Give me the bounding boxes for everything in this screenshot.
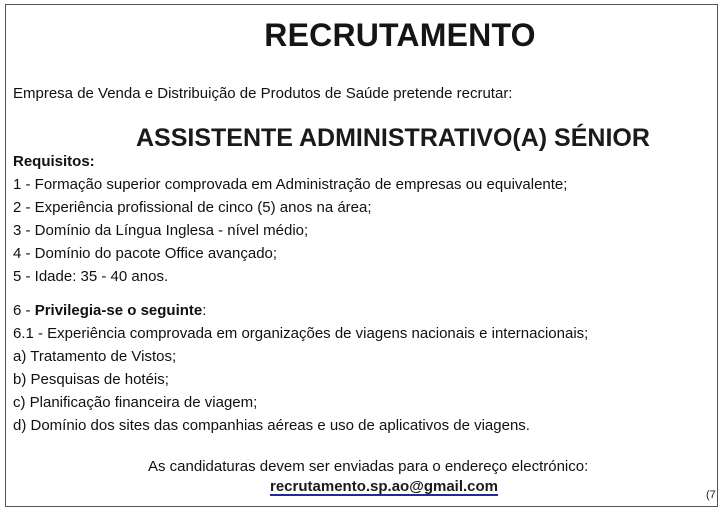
privilege-sub-item: c) Planificação financeira de viagem;	[13, 394, 258, 411]
requirement-item: 3 - Domínio da Língua Inglesa - nível médio;	[13, 222, 309, 239]
footer-text: As candidaturas devem ser enviadas para o endereço electrónico:	[148, 458, 589, 475]
requirement-item: 2 - Experiência profissional de cinco (5) anos na área;	[13, 199, 372, 216]
privilege-sub-item: d) Domínio dos sites das companhias aéreas e uso de aplicativos de viagens.	[13, 417, 530, 434]
page-number-fragment: (7	[706, 489, 716, 501]
privilege-sub-item: a) Tratamento de Vistos;	[13, 348, 177, 365]
intro-text: Empresa de Venda e Distribuição de Produtos de Saúde pretende recrutar:	[13, 85, 513, 102]
privilege-item-6-1: 6.1 - Experiência comprovada em organizações de viagens nacionais e internacionais;	[13, 325, 589, 342]
privilege-sub-item: b) Pesquisas de hotéis;	[13, 371, 169, 388]
requirements-heading: Requisitos:	[13, 153, 95, 170]
requirement-item: 4 - Domínio do pacote Office avançado;	[13, 245, 278, 262]
privileges-number: 6 -	[13, 302, 35, 319]
requirement-item: 1 - Formação superior comprovada em Administração de empresas ou equivalente;	[13, 176, 568, 193]
privileges-heading-line	[13, 302, 206, 319]
requirement-item: 5 - Idade: 35 - 40 anos.	[13, 268, 169, 285]
privileges-heading: Privilegia-se o seguinte	[34, 302, 203, 319]
position-title: ASSISTENTE ADMINISTRATIVO(A) SÉNIOR	[136, 124, 650, 152]
email-link[interactable]: recrutamento.sp.ao@gmail.com	[270, 478, 499, 495]
privileges-colon: :	[202, 302, 207, 319]
ad-title: RECRUTAMENTO	[264, 17, 536, 53]
